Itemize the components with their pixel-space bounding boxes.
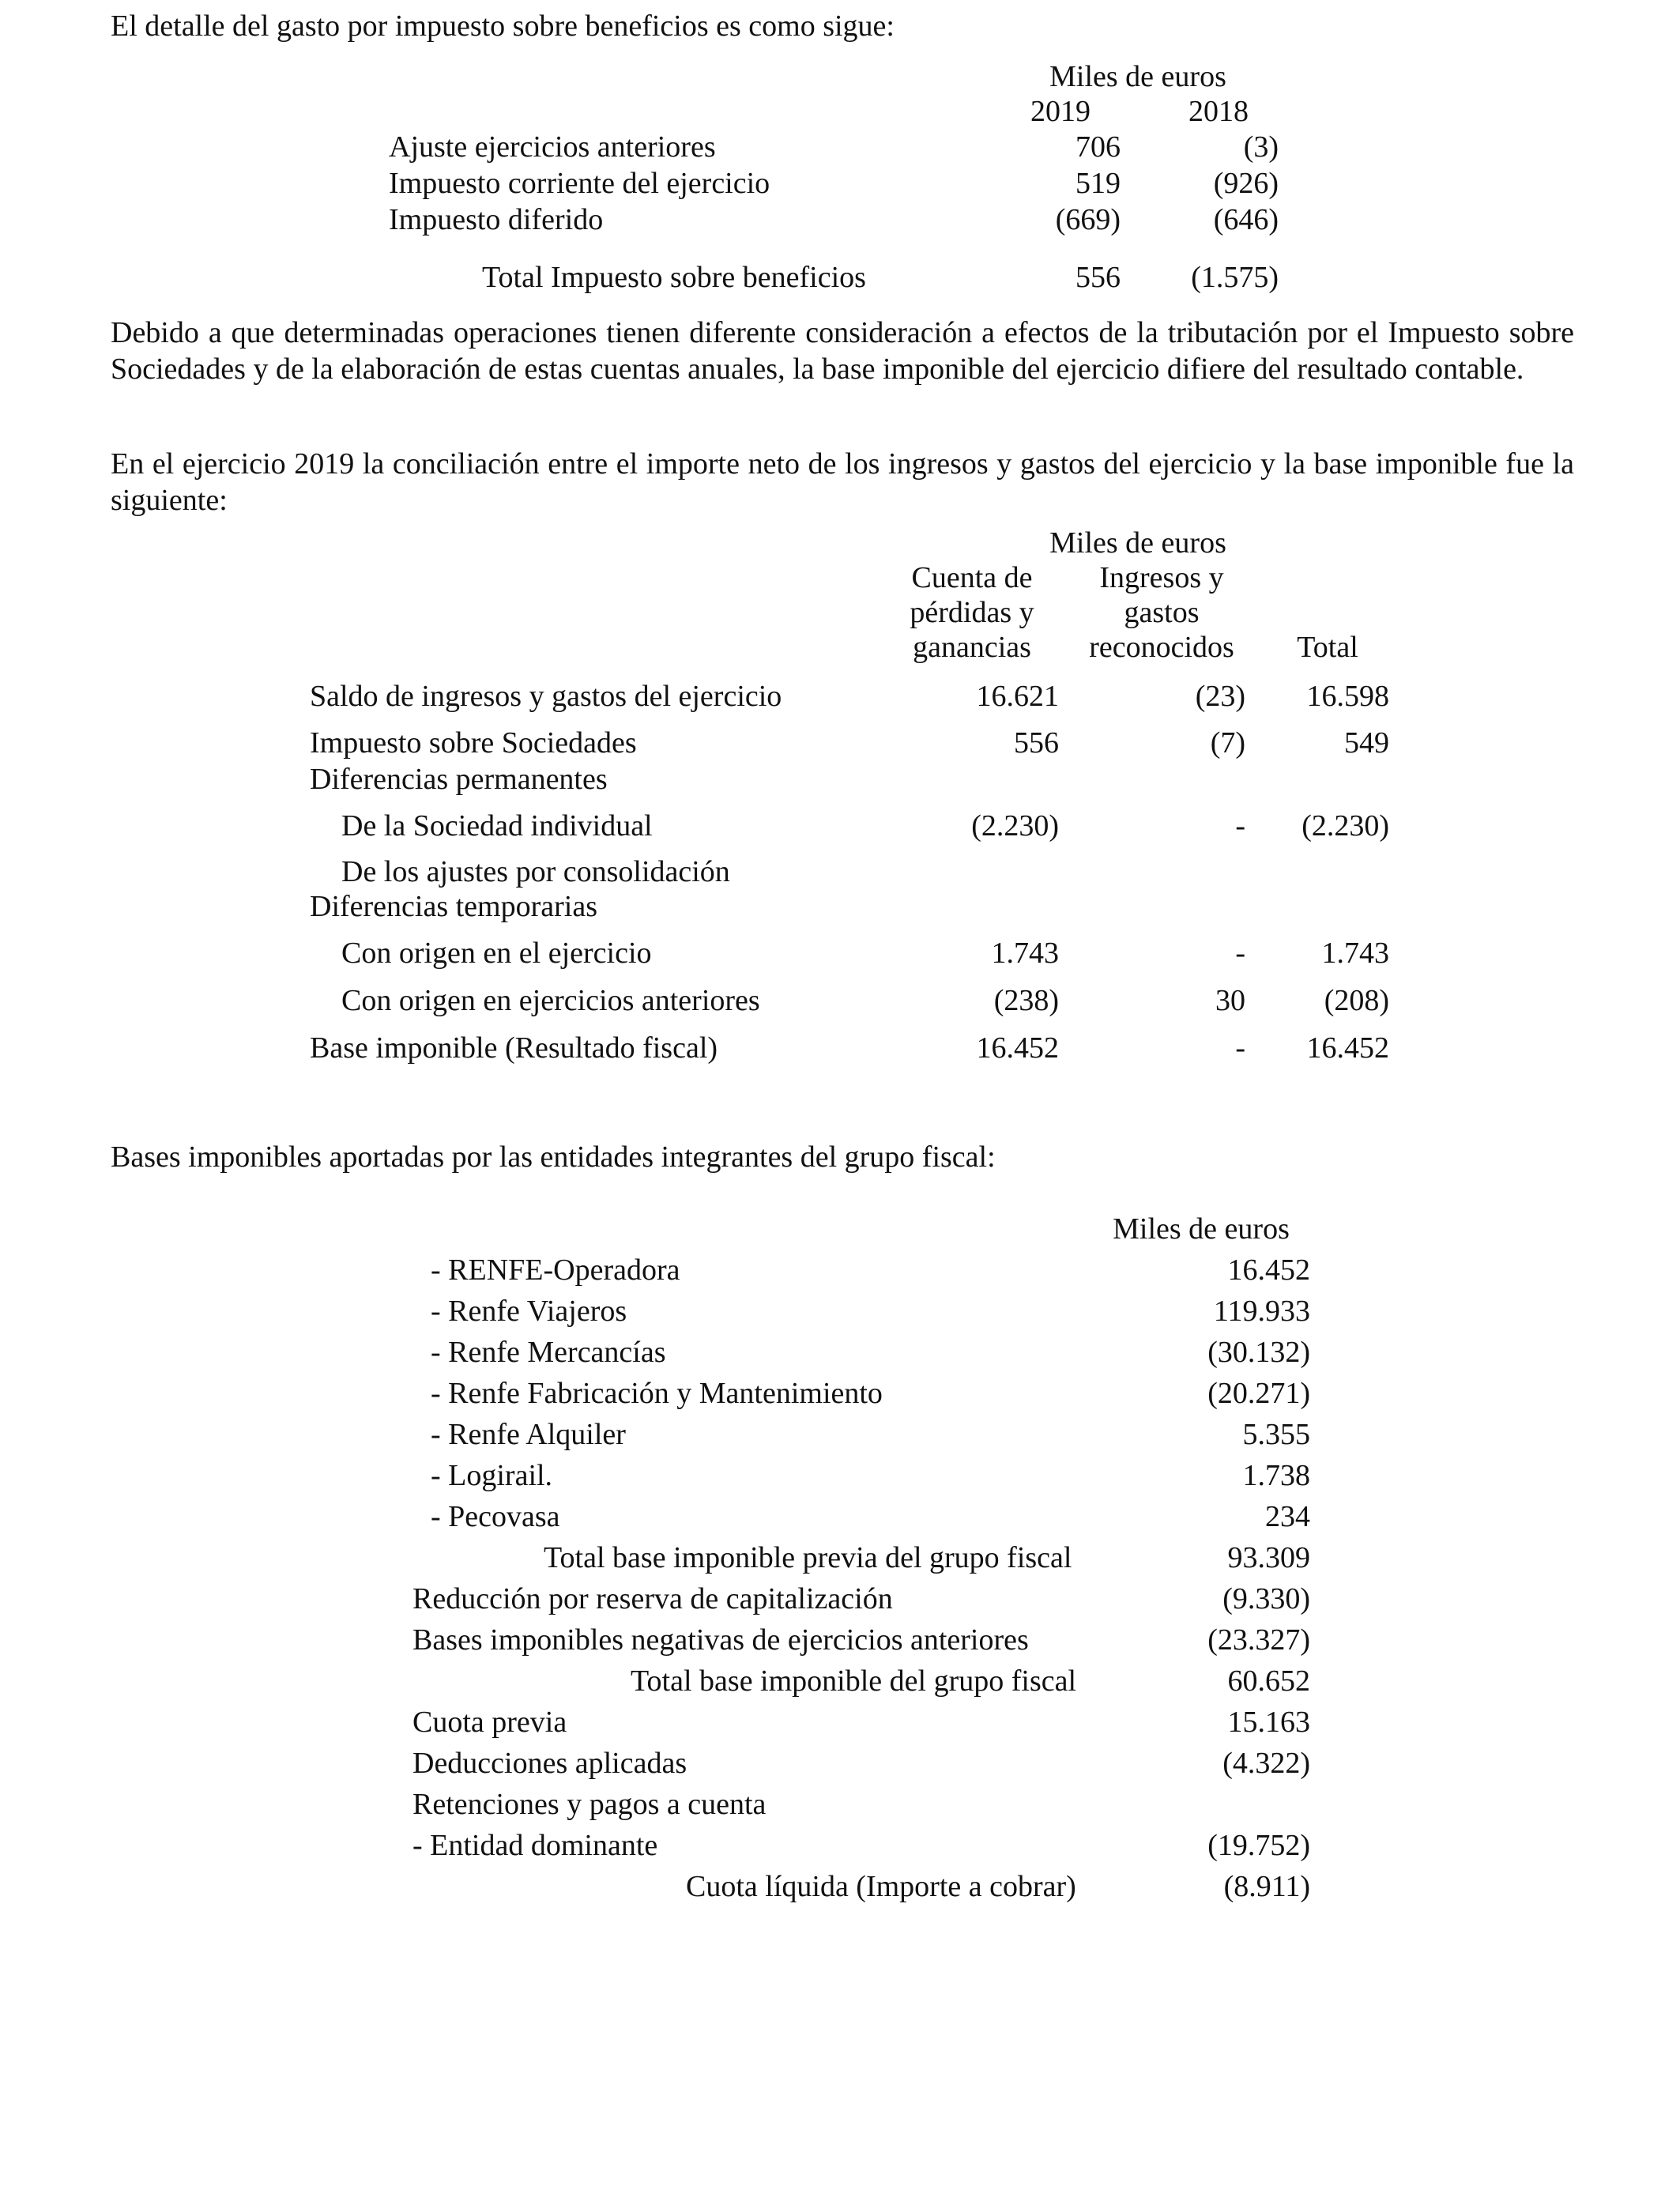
t2-col2-header-2: gastos (1124, 596, 1200, 629)
t3-row-label: - Pecovasa (431, 1500, 560, 1533)
t1-unit-header: Miles de euros (1049, 60, 1226, 93)
t3-unit-header: Miles de euros (1113, 1212, 1290, 1246)
t3-row-label: - Renfe Viajeros (431, 1295, 627, 1328)
t2-row-pyg: 16.621 (976, 680, 1059, 713)
t2-row-label: Base imponible (Resultado fiscal) (310, 1031, 718, 1065)
t2-row-label: Impuesto sobre Sociedades (310, 726, 637, 760)
t2-row-pyg: 16.452 (976, 1031, 1059, 1065)
t2-row-label: De la Sociedad individual (341, 809, 653, 843)
t1-row-2018: (3) (1243, 130, 1279, 164)
t2-row-label: Diferencias temporarias (310, 890, 597, 923)
t3-row-label: Bases imponibles negativas de ejercicios anteriores (412, 1623, 1029, 1657)
t3-row-label: - RENFE-Operadora (431, 1253, 680, 1287)
t3-row-value: (23.327) (1207, 1623, 1310, 1657)
t3-row-label: Retenciones y pagos a cuenta (412, 1788, 767, 1821)
t3-row-label: Cuota previa (412, 1706, 567, 1739)
t3-subtotal-label: Total base imponible del grupo fiscal (631, 1664, 1077, 1698)
t2-row-total: (2.230) (1301, 809, 1389, 843)
t2-row-label: Saldo de ingresos y gastos del ejercicio (310, 680, 782, 713)
t2-row-igr: 30 (1215, 984, 1245, 1017)
t2-row-total: 16.452 (1306, 1031, 1389, 1065)
t3-subtotal-value: 93.309 (1227, 1541, 1310, 1574)
t2-row-pyg: 1.743 (991, 937, 1059, 970)
t3-total-value: (8.911) (1223, 1870, 1310, 1903)
t3-row-value: (19.752) (1207, 1829, 1310, 1862)
t3-subtotal-label: Total base imponible previa del grupo fiscal (544, 1541, 1072, 1574)
t3-row-label: - Logirail. (431, 1459, 553, 1492)
t1-total-2019: 556 (1075, 261, 1121, 294)
t1-row-label: Impuesto diferido (389, 203, 604, 236)
t1-row-label: Impuesto corriente del ejercicio (389, 167, 770, 200)
t2-col3-header: Total (1297, 631, 1358, 664)
t2-col2-header-3: reconocidos (1089, 631, 1234, 664)
t1-year-2018: 2018 (1188, 95, 1249, 128)
t3-row-label: - Renfe Mercancías (431, 1336, 666, 1369)
t2-row-igr: - (1235, 1031, 1245, 1065)
t3-row-value: (30.132) (1207, 1336, 1310, 1369)
t3-row-value: 15.163 (1227, 1706, 1310, 1739)
t3-row-label: Deducciones aplicadas (412, 1747, 687, 1780)
t3-subtotal-value: 60.652 (1227, 1664, 1310, 1698)
t2-row-label: De los ajustes por consolidación (341, 855, 730, 888)
t2-row-label: Diferencias permanentes (310, 763, 608, 796)
t2-unit-header: Miles de euros (1049, 526, 1226, 560)
t1-row-2018: (926) (1213, 167, 1279, 200)
t3-row-value: (9.330) (1222, 1582, 1310, 1615)
t3-row-value: 5.355 (1242, 1418, 1310, 1451)
t3-total-label: Cuota líquida (Importe a cobrar) (686, 1870, 1076, 1903)
t2-row-pyg: (2.230) (971, 809, 1059, 843)
t3-row-value: (20.271) (1207, 1377, 1310, 1410)
t1-row-2019: (669) (1055, 203, 1121, 236)
t2-row-total: 1.743 (1321, 937, 1389, 970)
t2-col1-header-2: pérdidas y (910, 596, 1034, 629)
t2-row-igr: (23) (1195, 680, 1245, 713)
t3-row-value: 234 (1265, 1500, 1310, 1533)
t3-row-label: - Renfe Fabricación y Mantenimiento (431, 1377, 883, 1410)
t2-col2-header-1: Ingresos y (1099, 561, 1224, 594)
t2-row-label: Con origen en el ejercicio (341, 937, 652, 970)
t1-row-label: Ajuste ejercicios anteriores (389, 130, 716, 164)
t2-row-label: Con origen en ejercicios anteriores (341, 984, 760, 1017)
intro-text: El detalle del gasto por impuesto sobre beneficios es como sigue: (111, 9, 895, 43)
t1-row-2019: 519 (1075, 167, 1121, 200)
t2-row-total: 549 (1344, 726, 1389, 760)
t2-row-pyg: (238) (993, 984, 1059, 1017)
intro-tax-bases: Bases imponibles aportadas por las entidades integrantes del grupo fiscal: (111, 1140, 996, 1174)
t2-col1-header-1: Cuenta de (911, 561, 1033, 594)
t3-row-value: (4.322) (1222, 1747, 1310, 1780)
t1-row-2019: 706 (1075, 130, 1121, 164)
t3-row-label: - Entidad dominante (412, 1829, 658, 1862)
paragraph-tax-base: Debido a que determinadas operaciones tienen diferente consideración a efectos de la tributación por el Impuesto sobre Sociedades y de la elaboración de estas cuentas anuales, la base imponible del ejercicio difiere del resultado contable. (111, 316, 1574, 386)
t2-row-pyg: 556 (1014, 726, 1059, 760)
t2-row-total: 16.598 (1306, 680, 1389, 713)
t1-row-2018: (646) (1213, 203, 1279, 236)
t2-row-total: (208) (1324, 984, 1389, 1017)
t3-row-value: 1.738 (1242, 1459, 1310, 1492)
t3-row-value: 16.452 (1227, 1253, 1310, 1287)
t2-row-igr: - (1235, 937, 1245, 970)
t1-year-2019: 2019 (1030, 95, 1090, 128)
t2-col1-header-3: ganancias (913, 631, 1031, 664)
t2-row-igr: - (1235, 809, 1245, 843)
t3-row-label: Reducción por reserva de capitalización (412, 1582, 893, 1615)
paragraph-reconciliation: En el ejercicio 2019 la conciliación entre el importe neto de los ingresos y gastos del ejercicio y la base imponible fue la siguiente: (111, 447, 1574, 517)
t3-row-label: - Renfe Alquiler (431, 1418, 626, 1451)
t3-row-value: 119.933 (1213, 1295, 1310, 1328)
t2-row-igr: (7) (1210, 726, 1245, 760)
t1-total-label: Total Impuesto sobre beneficios (482, 261, 866, 294)
t1-total-2018: (1.575) (1191, 261, 1279, 294)
